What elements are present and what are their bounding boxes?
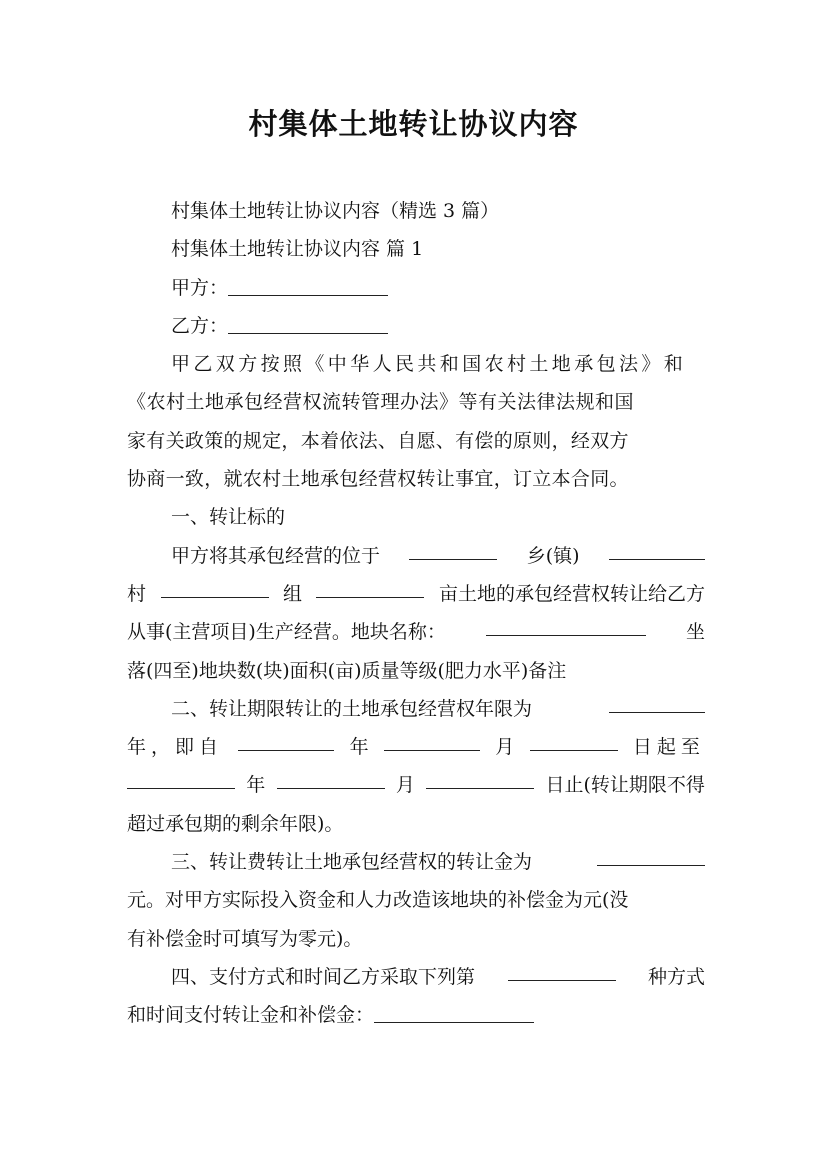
article-title: 村集体土地转让协议内容 篇 1: [171, 238, 424, 261]
intro-line-1: 甲乙双方按照《中华人民共和国农村土地承包法》和: [171, 353, 687, 376]
township-blank: [409, 537, 497, 560]
s1-text-d: 组: [282, 582, 302, 605]
village-blank: [609, 537, 705, 560]
s4-text-b: 种方式: [647, 965, 705, 988]
intro-line-4: 协商一致，就农村土地承包经营权转让事宜，订立本合同。: [127, 468, 629, 491]
subtitle: 村集体土地转让协议内容（精选 3 篇）: [171, 200, 500, 222]
transfer-fee-blank: [597, 843, 705, 866]
start-month-blank: [384, 728, 480, 751]
s2-text-h: 日止(转让期限不得: [545, 774, 705, 797]
party-b-label: 乙方：: [171, 314, 229, 337]
s2-text-g: 月: [395, 774, 415, 797]
s2-text-c: 年: [349, 736, 369, 759]
s4-text-a: 四、支付方式和时间乙方采取下列第: [171, 965, 476, 988]
page-title: 村集体土地转让协议内容: [248, 107, 579, 141]
s1-text-c: 村: [127, 582, 147, 605]
section-3-line-3: 有补偿金时可填写为零元)。: [127, 927, 363, 950]
document-body: [127, 192, 705, 1035]
s1-text-f: 从事(主营项目)生产经营。地块名称：: [127, 621, 446, 644]
acre-blank: [316, 575, 424, 598]
start-year-blank: [238, 728, 334, 751]
term-years-blank: [609, 690, 705, 713]
end-year-blank: [127, 766, 235, 789]
s1-text-b: 乡(镇): [526, 544, 580, 567]
s2-text-d: 月: [495, 736, 515, 759]
section-4-line-2: [127, 996, 705, 1034]
end-month-blank: [277, 766, 385, 789]
section-2-line-3: [127, 766, 705, 804]
section-3-line-1: [127, 843, 705, 881]
section-1-line-3: [127, 613, 705, 651]
s2-text-b: 年，即自: [127, 736, 224, 759]
intro-line-3: 家有关政策的规定，本着依法、自愿、有偿的原则，经双方: [127, 429, 629, 452]
section-2-line-1: [127, 690, 705, 728]
s1-text-a: 甲方将其承包经营的位于: [171, 544, 381, 567]
party-a-blank: [228, 273, 388, 296]
s1-text-e: 亩土地的承包经营权转让给乙方: [438, 582, 705, 605]
section-2-line-2: [127, 728, 705, 766]
s2-text-f: 年: [246, 774, 266, 797]
end-day-blank: [426, 766, 534, 789]
s3-text-a: 三、转让费转让土地承包经营权的转让金为: [171, 851, 533, 874]
party-a-line: [127, 269, 705, 307]
s2-text-a: 二、转让期限转让的土地承包经营权年限为: [171, 697, 533, 720]
s2-text-e: 日起至: [632, 736, 705, 759]
intro-line-2: 《农村土地承包经营权流转管理办法》等有关法律法规和国: [127, 391, 635, 414]
s4-text-c: 和时间支付转让金和补偿金：: [127, 1004, 375, 1027]
start-day-blank: [530, 728, 618, 751]
section-4-line-1: [127, 958, 705, 996]
section-1-line-4: 落(四至)地块数(块)面积(亩)质量等级(肥力水平)备注: [127, 659, 567, 682]
section-2-line-4: 超过承包期的剩余年限)。: [127, 812, 344, 835]
party-a-label: 甲方：: [171, 276, 229, 299]
group-blank: [161, 575, 269, 598]
section-1-line-2: [127, 575, 705, 613]
section-1-heading: 一、转让标的: [171, 506, 286, 529]
party-b-line: [127, 307, 705, 345]
payment-blank: [374, 1000, 534, 1023]
section-1-line-1: [127, 537, 705, 575]
party-b-blank: [228, 311, 388, 334]
s1-text-g: 坐: [685, 621, 705, 644]
section-3-line-2: 元。对甲方实际投入资金和人力改造该地块的补偿金为元(没: [127, 889, 629, 912]
method-number-blank: [508, 958, 616, 981]
plot-name-blank: [486, 613, 646, 636]
